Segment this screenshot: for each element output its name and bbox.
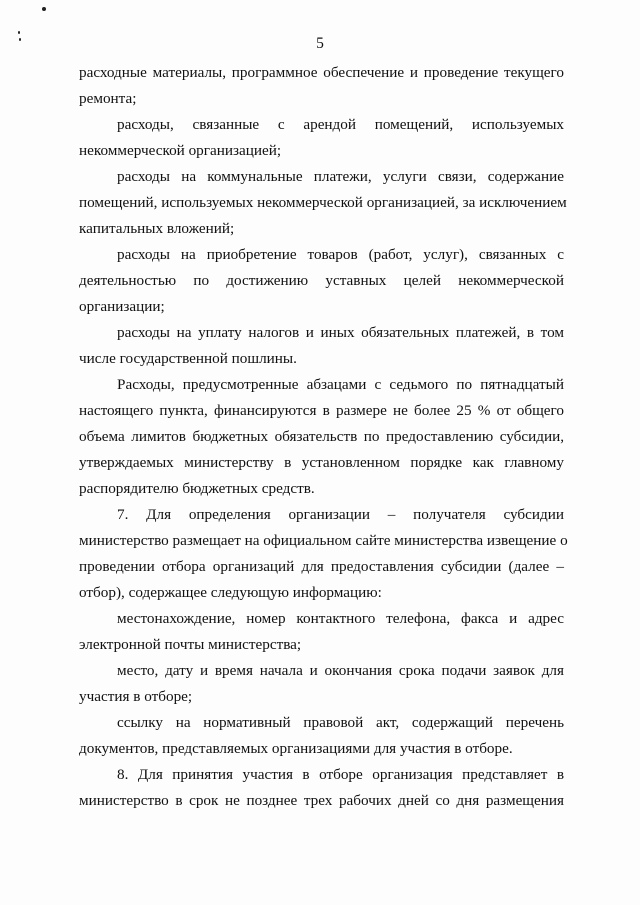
text-line: ссылку на нормативный правовой акт, содержащий перечень (117, 714, 564, 731)
text-line: деятельностью по достижению уставных целей некоммерческой (79, 272, 564, 289)
text-line: 7. Для определения организации – получателя субсидии (117, 506, 564, 523)
text-line: отбор), содержащее следующую информацию: (79, 584, 382, 601)
text-line: расходные материалы, программное обеспечение и проведение текущего (79, 64, 564, 81)
text-line: расходы на приобретение товаров (работ, услуг), связанных с (117, 246, 564, 263)
text-line: местонахождение, номер контактного телефона, факса и адрес (117, 610, 564, 627)
text-line: объема лимитов бюджетных обязательств по предоставлению субсидии, (79, 428, 564, 445)
text-line: электронной почты министерства; (79, 636, 302, 653)
text-line: помещений, используемых некоммерческой организацией, за исключением (79, 194, 567, 211)
text-line: Расходы, предусмотренные абзацами с седьмого по пятнадцатый (117, 376, 564, 393)
text-line: министерство размещает на официальном сайте министерства извещение о (79, 532, 568, 549)
text-line: организации; (79, 298, 165, 315)
scan-speck (42, 7, 46, 11)
text-line: числе государственной пошлины. (79, 350, 297, 367)
text-line: 8. Для принятия участия в отборе организация представляет в (117, 766, 564, 783)
text-line: ремонта; (79, 90, 137, 107)
page-number: 5 (316, 35, 324, 52)
text-line: расходы на уплату налогов и иных обязательных платежей, в том (117, 324, 564, 341)
scan-speck (18, 31, 20, 34)
text-line: утверждаемых министерству в установленном порядке как главному (79, 454, 564, 471)
text-line: проведении отбора организаций для предоставления субсидии (далее – (79, 558, 564, 575)
text-line: капитальных вложений; (79, 220, 235, 237)
text-line: место, дату и время начала и окончания срока подачи заявок для (117, 662, 564, 679)
text-line: документов, представляемых организациями для участия в отборе. (79, 740, 513, 757)
text-line: расходы, связанные с арендой помещений, используемых (117, 116, 564, 133)
text-line: распорядителю бюджетных средств. (79, 480, 315, 497)
text-line: участия в отборе; (79, 688, 193, 705)
text-line: некоммерческой организацией; (79, 142, 282, 159)
text-line: настоящего пункта, финансируются в размере не более 25 % от общего (79, 402, 564, 419)
text-line: расходы на коммунальные платежи, услуги связи, содержание (117, 168, 564, 185)
text-line: министерство в срок не позднее трех рабочих дней со дня размещения (79, 792, 564, 809)
